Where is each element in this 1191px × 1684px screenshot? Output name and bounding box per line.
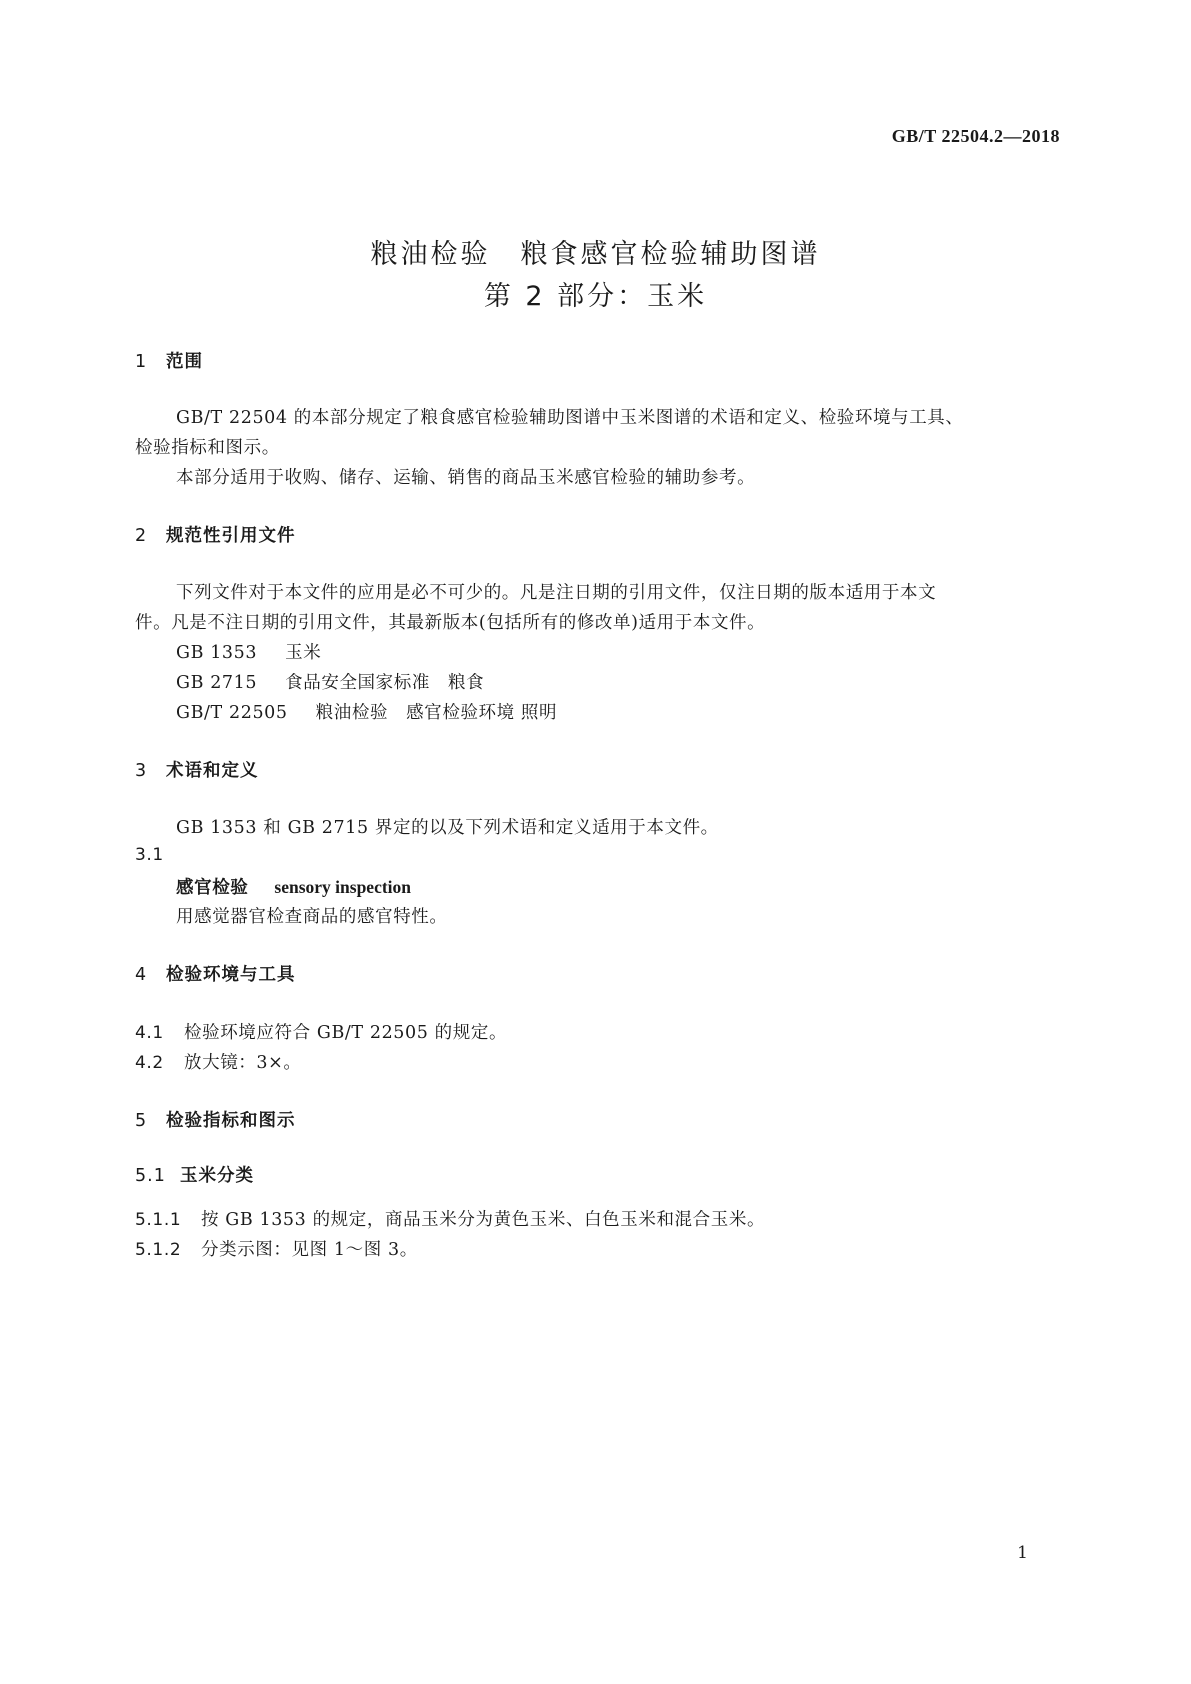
section-title: 范围 [166, 352, 203, 372]
term-number-label: 3.1 [135, 845, 164, 865]
section-title: 检验环境与工具 [166, 965, 296, 985]
section-1-heading [135, 348, 203, 373]
term-english: sensory inspection [274, 877, 412, 897]
subsection-5-1-heading [135, 1162, 254, 1187]
clause-number: 5.1.1 [135, 1210, 182, 1230]
section-3-heading [135, 757, 259, 782]
normative-reference [176, 699, 557, 724]
reference-title: 食品安全国家标准 粮食 [285, 673, 485, 693]
subsection-title: 玉米分类 [180, 1166, 254, 1186]
section-number: 3 [135, 761, 148, 781]
clause-4-1 [135, 1019, 507, 1044]
page-number: 1 [1017, 1543, 1028, 1563]
term-definition: 用感觉器官检查商品的感官特性。 [176, 907, 448, 927]
section-title: 检验指标和图示 [166, 1111, 296, 1131]
clause-text: 分类示图：见图 1～图 3。 [201, 1240, 418, 1260]
section-number: 1 [135, 352, 148, 372]
document-title: 粮油检验 粮食感官检验辅助图谱 [370, 239, 821, 270]
term-chinese: 感官检验 [176, 878, 249, 898]
section-5-heading [135, 1107, 296, 1132]
term-entry [176, 874, 411, 899]
reference-code: GB 1353 [176, 643, 258, 663]
section-2-heading [135, 522, 296, 547]
term-number [135, 845, 164, 865]
section-1-paragraph-1-line-2: 检验指标和图示。 [135, 438, 280, 458]
standard-number: GB/T 22504.2—2018 [891, 126, 1060, 146]
clause-4-2 [135, 1049, 302, 1074]
clause-text: 按 GB 1353 的规定，商品玉米分为黄色玉米、白色玉米和混合玉米。 [201, 1210, 766, 1230]
section-number: 5 [135, 1111, 148, 1131]
clause-number: 4.1 [135, 1023, 164, 1043]
reference-title: 粮油检验 感官检验环境 照明 [315, 703, 558, 723]
section-3-paragraph-1: GB 1353 和 GB 2715 界定的以及下列术语和定义适用于本文件。 [176, 818, 719, 838]
section-2-paragraph-1-line-1: 下列文件对于本文件的应用是必不可少的。凡是注日期的引用文件，仅注日期的版本适用于本文 [176, 583, 937, 603]
normative-reference [176, 639, 321, 664]
reference-code: GB/T 22505 [176, 703, 288, 723]
clause-number: 4.2 [135, 1053, 164, 1073]
subsection-number: 5.1 [135, 1166, 166, 1186]
section-4-heading [135, 961, 296, 986]
section-2-paragraph-1-line-2: 件。凡是不注日期的引用文件，其最新版本(包括所有的修改单)适用于本文件。 [135, 613, 766, 633]
reference-title: 玉米 [285, 643, 322, 663]
clause-text: 检验环境应符合 GB/T 22505 的规定。 [184, 1023, 508, 1043]
clause-number: 5.1.2 [135, 1240, 182, 1260]
clause-5-1-1 [135, 1206, 765, 1231]
normative-reference [176, 669, 484, 694]
section-number: 4 [135, 965, 148, 985]
section-number: 2 [135, 526, 148, 546]
section-1-paragraph-2: 本部分适用于收购、储存、运输、销售的商品玉米感官检验的辅助参考。 [176, 468, 756, 488]
section-1-paragraph-1-line-1: GB/T 22504 的本部分规定了粮食感官检验辅助图谱中玉米图谱的术语和定义、检验环境与工具、 [176, 408, 964, 428]
reference-code: GB 2715 [176, 673, 258, 693]
clause-5-1-2 [135, 1236, 418, 1261]
section-title: 术语和定义 [166, 761, 259, 781]
section-title: 规范性引用文件 [166, 526, 296, 546]
clause-text: 放大镜：3×。 [184, 1053, 302, 1073]
document-subtitle: 第 2 部分：玉米 [483, 281, 708, 312]
